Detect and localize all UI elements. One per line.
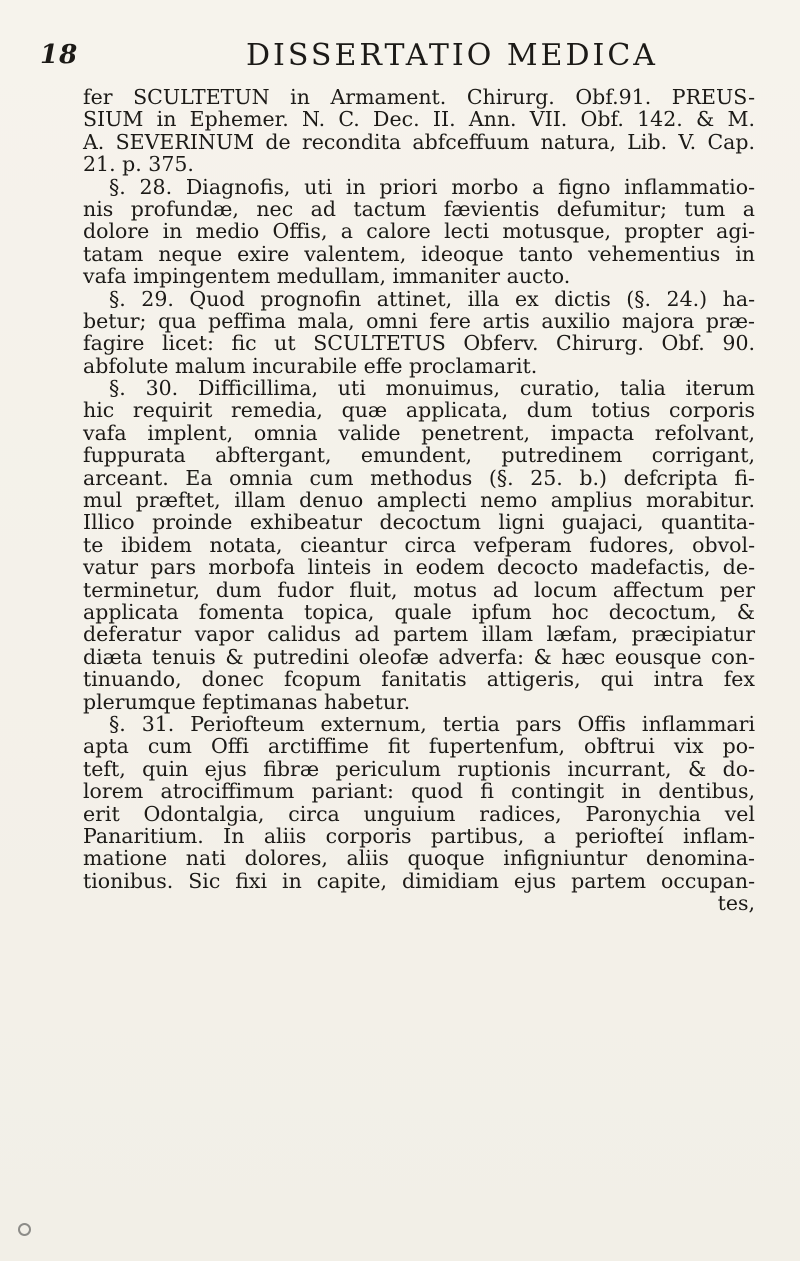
text-line: tes, — [717, 891, 755, 916]
text-line: Panaritium. In aliis corporis partibus, a periofteí inflam- — [83, 823, 755, 848]
page-header — [40, 34, 760, 74]
text-line: plerumque feptimanas habetur. — [83, 689, 411, 714]
text-line: fagire licet: fic ut SCULTETUS Obferv. Chirurg. Obf. 90. — [83, 331, 755, 356]
text-line: abfolute malum incurabile effe proclamarit. — [83, 353, 538, 378]
text-line: Illico proinde exhibeatur decoctum ligni guajaci, quantita- — [83, 510, 755, 535]
page-mark — [18, 1223, 31, 1236]
text-line: vafa implent, omnia valide penetrent, impacta refolvant, — [83, 420, 755, 445]
text-line: A. SEVERINUM de recondita abfceffuum natura, Lib. V. Cap. — [83, 129, 755, 154]
text-line: te ibidem notata, cieantur circa vefperam fudores, obvol- — [83, 532, 755, 557]
text-line: diæta tenuis & putredini oleofæ adverfa: & hæc eousque con- — [83, 644, 755, 669]
text-line: matione nati dolores, aliis quoque infigniuntur denomina- — [83, 846, 755, 871]
text-line: 21. p. 375. — [83, 152, 194, 177]
text-line: §. 28. Diagnofis, uti in priori morbo a figno inflammatio- — [109, 174, 755, 199]
text-line: hic requirit remedia, quæ applicata, dum totius corporis — [83, 398, 755, 423]
text-body — [83, 86, 755, 914]
text-line: terminetur, dum fudor fluit, motus ad locum affectum per — [83, 577, 755, 602]
text-line: tatam neque exire valentem, ideoque tanto vehementius in — [83, 241, 755, 266]
text-line: §. 30. Difficillima, uti monuimus, curatio, talia iterum — [109, 376, 755, 401]
text-line: nis profundæ, nec ad tactum fævientis defumitur; tum a — [83, 196, 755, 221]
text-line: tionibus. Sic fixi in capite, dimidiam ejus partem occupan- — [83, 868, 755, 893]
text-line: fer SCULTETUN in Armament. Chirurg. Obf.91. PREUS- — [83, 85, 755, 109]
text-line: vatur pars morbofa linteis in eodem decocto madefactis, de- — [83, 555, 755, 580]
text-line: dolore in medio Offis, a calore lecti motusque, propter agi- — [83, 219, 755, 244]
text-line: arceant. Ea omnia cum methodus (§. 25. b.) defcripta fi- — [83, 465, 755, 490]
text-line: §. 29. Quod prognofin attinet, illa ex dictis (§. 24.) ha- — [109, 286, 755, 311]
text-line: apta cum Offi arctiffime fit fupertenfum, obftrui vix po- — [83, 734, 755, 759]
text-line: §. 31. Periofteum externum, tertia pars Offis inflammari — [109, 711, 755, 736]
page-number: 18 — [40, 40, 79, 70]
text-line: betur; qua peffima mala, omni fere artis auxilio majora præ- — [83, 308, 755, 333]
text-line: mul præftet, illam denuo amplecti nemo amplius morabitur. — [83, 488, 755, 513]
text-line: applicata fomenta topica, quale ipfum hoc decoctum, & — [83, 599, 755, 624]
text-line: teft, quin ejus fibræ periculum ruptionis incurrant, & do- — [83, 756, 755, 781]
text-line: vafa impingentem medullam, immaniter aucto. — [83, 264, 571, 289]
text-line: fuppurata abftergant, emundent, putredinem corrigant, — [83, 443, 755, 468]
text-line: lorem atrociffimum pariant: quod fi contingit in dentibus, — [83, 779, 755, 804]
text-line: SIUM in Ephemer. N. C. Dec. II. Ann. VII. Obf. 142. & M. — [83, 107, 755, 132]
text-line: erit Odontalgia, circa unguium radices, Paronychia vel — [83, 801, 755, 826]
text-line: deferatur vapor calidus ad partem illam læfam, præcipiatur — [83, 622, 755, 647]
running-head: DISSERTATIO MEDICA — [246, 38, 658, 73]
text-line: tinuando, donec fcopum fanitatis attigeris, qui intra fex — [83, 667, 755, 692]
